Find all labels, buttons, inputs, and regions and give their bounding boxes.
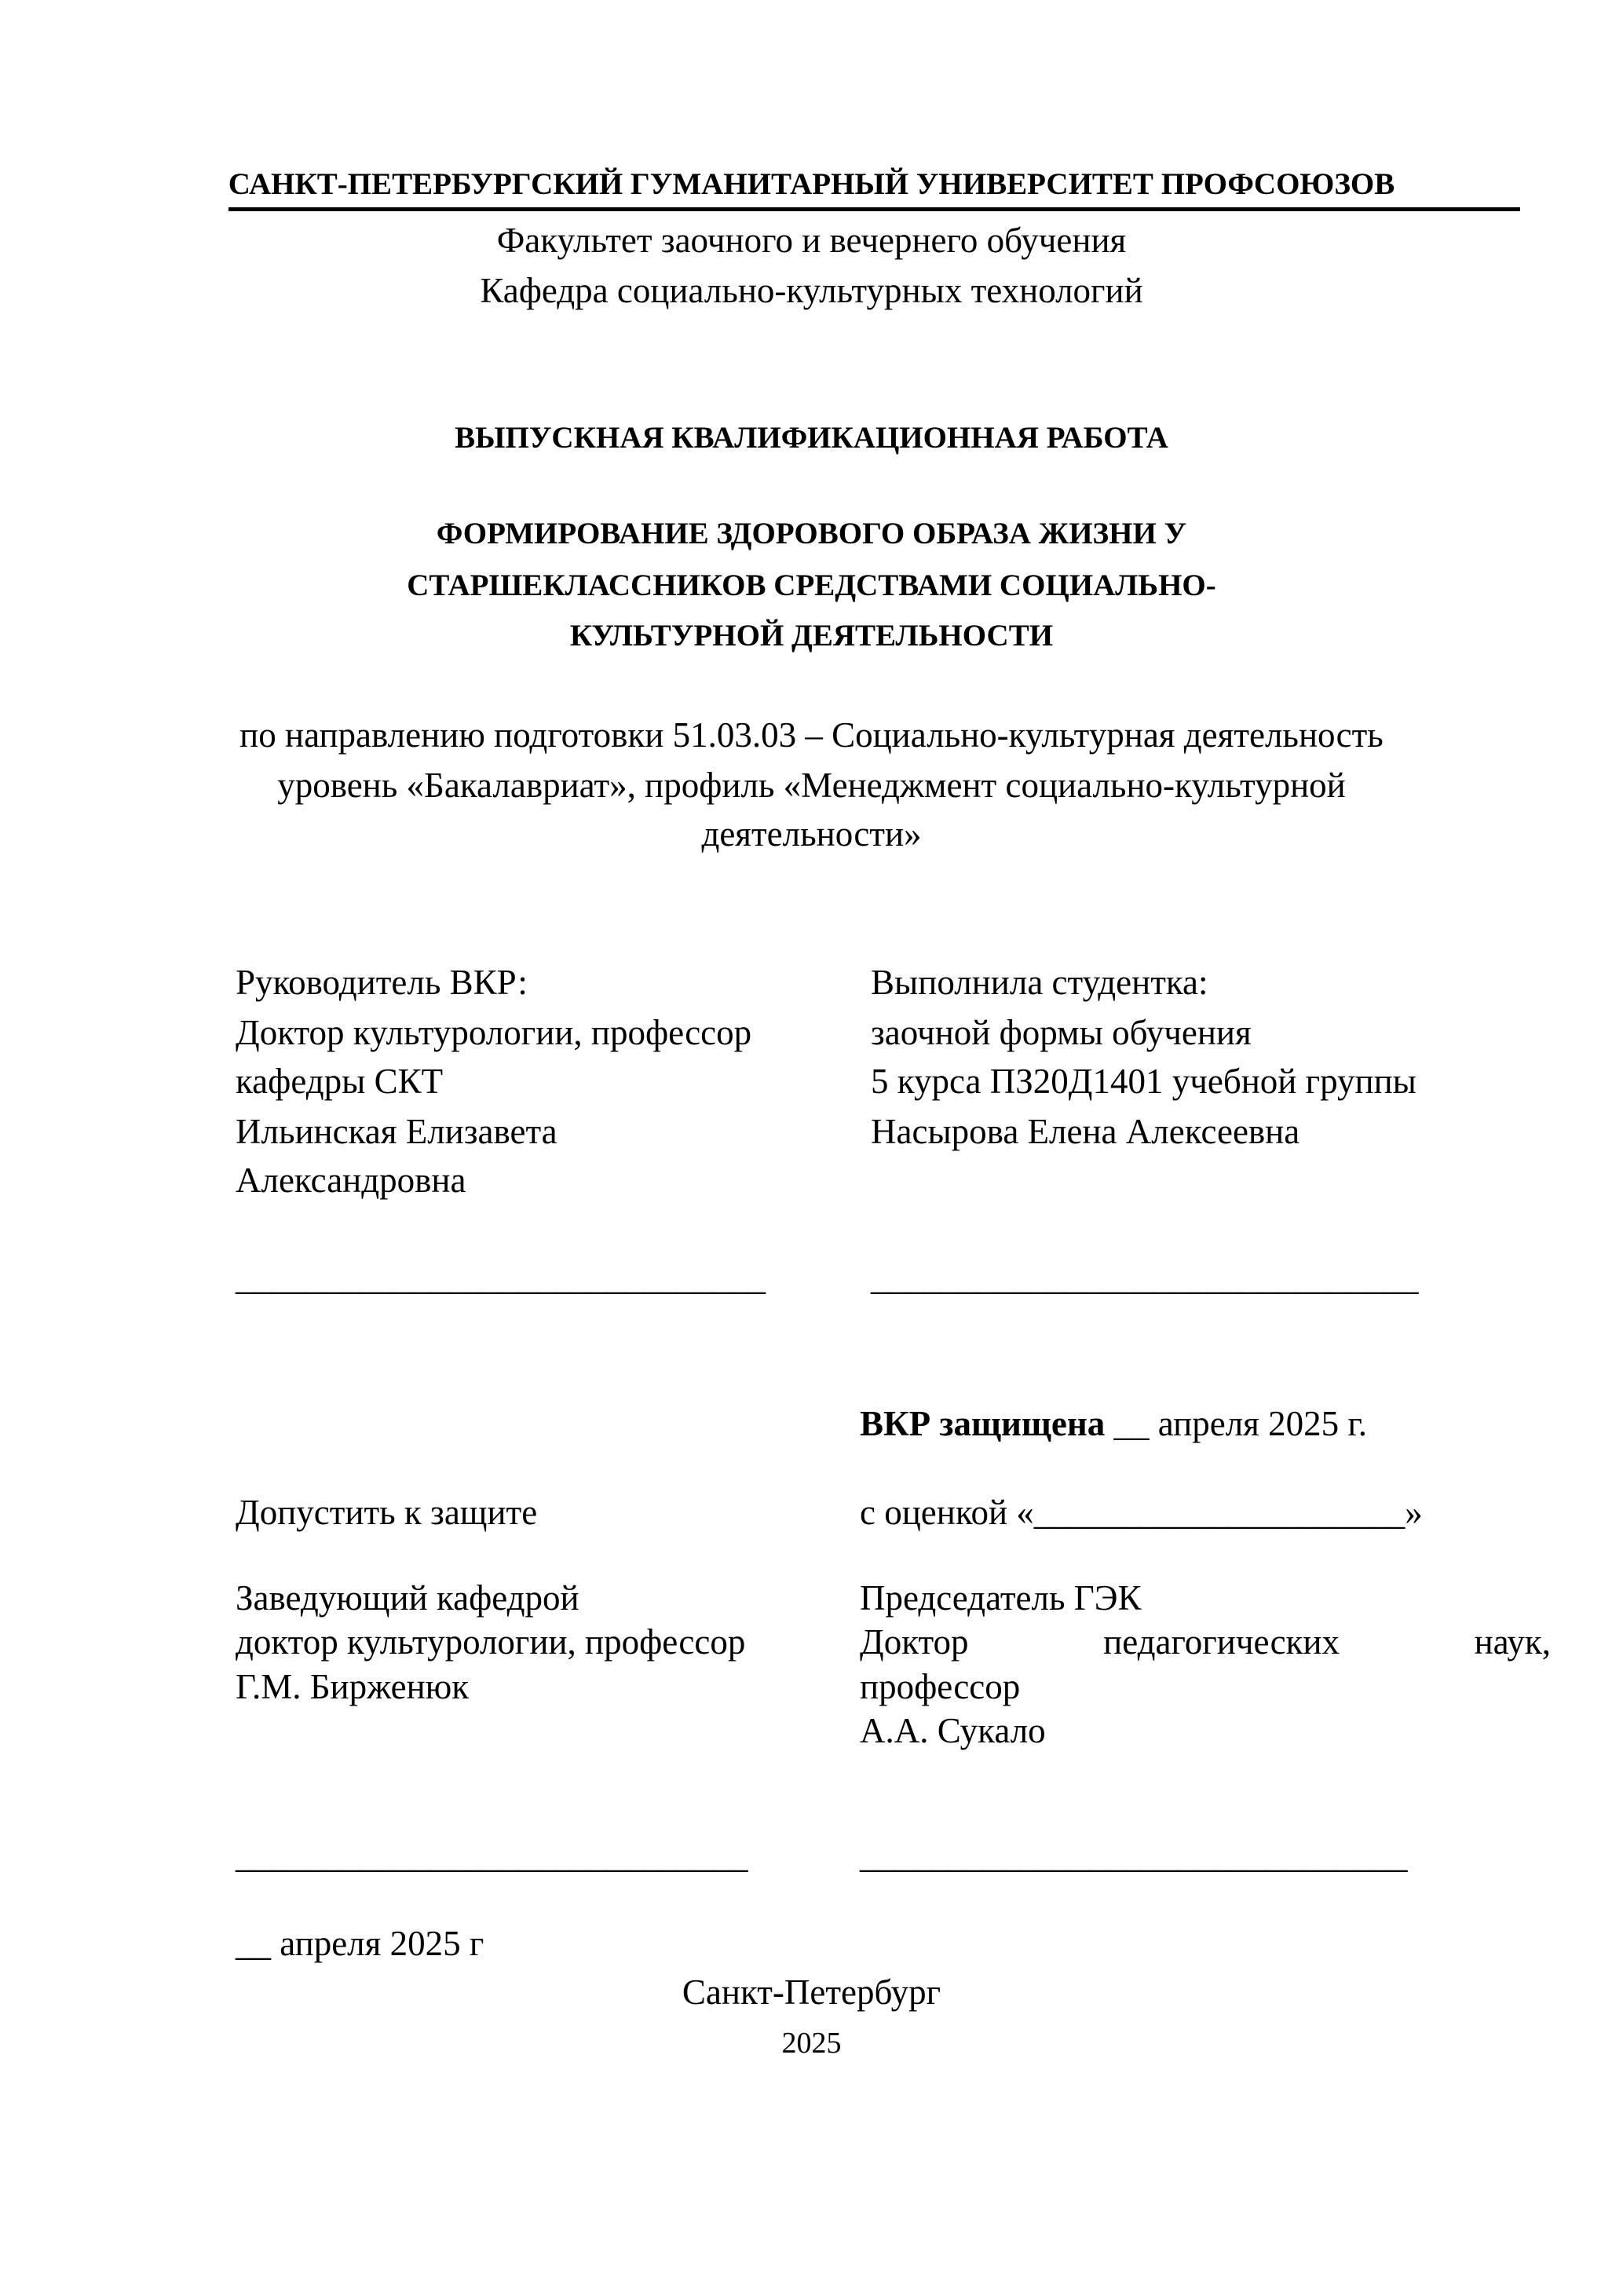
supervisor-signature-line: ______________________________ [236,1258,766,1297]
student-signature-line: _______________________________ [871,1258,1419,1297]
head-line: Г.М. Бирженюк [236,1667,470,1706]
student-line: Насырова Елена Алексеевна [871,1112,1300,1151]
direction-line: по направлению подготовки 51.03.03 – Социально-культурная деятельность [239,715,1384,755]
header-rule [228,207,1520,211]
direction-line: уровень «Бакалавриат», профиль «Менеджмент социально-культурной [277,766,1346,805]
defense-date [860,1402,1367,1445]
direction-line: деятельности» [701,814,922,854]
supervisor-line: Руководитель ВКР: [236,963,528,1002]
student-line: 5 курса ПЗ20Д1401 учебной группы [871,1062,1416,1101]
work-type: ВЫПУСКНАЯ КВАЛИФИКАЦИОННАЯ РАБОТА [455,421,1168,455]
faculty: Факультет заочного и вечернего обучения [496,221,1127,260]
chair-line: профессор [860,1667,1021,1706]
chair-line: Председатель ГЭК [860,1578,1142,1618]
supervisor-line: Ильинская Елизавета [236,1112,557,1151]
chair-word: наук, [1474,1622,1551,1662]
year: 2025 [781,2027,842,2060]
department: Кафедра социально-культурных технологий [480,271,1143,310]
chair-word: педагогических [1103,1622,1340,1662]
head-line: Заведующий кафедрой [236,1578,579,1618]
supervisor-line: Александровна [236,1161,466,1200]
student-line: Выполнила студентка: [871,963,1208,1002]
title-line: ФОРМИРОВАНИЕ ЗДОРОВОГО ОБРАЗА ЖИЗНИ У [436,517,1187,550]
chair-word: Доктор [860,1622,969,1662]
head-signature-line: _____________________________ [236,1836,748,1875]
supervisor-line: кафедры СКТ [236,1062,444,1101]
defense-date-text: __ апреля 2025 г. [1105,1404,1368,1443]
title-line: СТАРШЕКЛАССНИКОВ СРЕДСТВАМИ СОЦИАЛЬНО- [407,569,1216,602]
admit-date: __ апреля 2025 г [236,1924,484,1963]
university-name: САНКТ-ПЕТЕРБУРГСКИЙ ГУМАНИТАРНЫЙ УНИВЕРСИТЕТ ПРОФСОЮЗОВ [228,167,1395,201]
supervisor-line: Доктор культурологии, профессор [236,1013,752,1052]
head-line: доктор культурологии, профессор [236,1622,746,1662]
title-line: КУЛЬТУРНОЙ ДЕЯТЕЛЬНОСТИ [569,619,1054,653]
grade-field: с оценкой «_____________________» [860,1493,1423,1532]
defense-label: ВКР защищена [860,1404,1106,1443]
city: Санкт-Петербург [682,1972,941,2012]
chair-line [860,1621,1551,1663]
chair-line: А.А. Сукало [860,1711,1046,1750]
student-line: заочной формы обучения [871,1013,1252,1052]
admit-label: Допустить к защите [236,1493,538,1532]
chair-signature-line: _______________________________ [860,1836,1408,1875]
